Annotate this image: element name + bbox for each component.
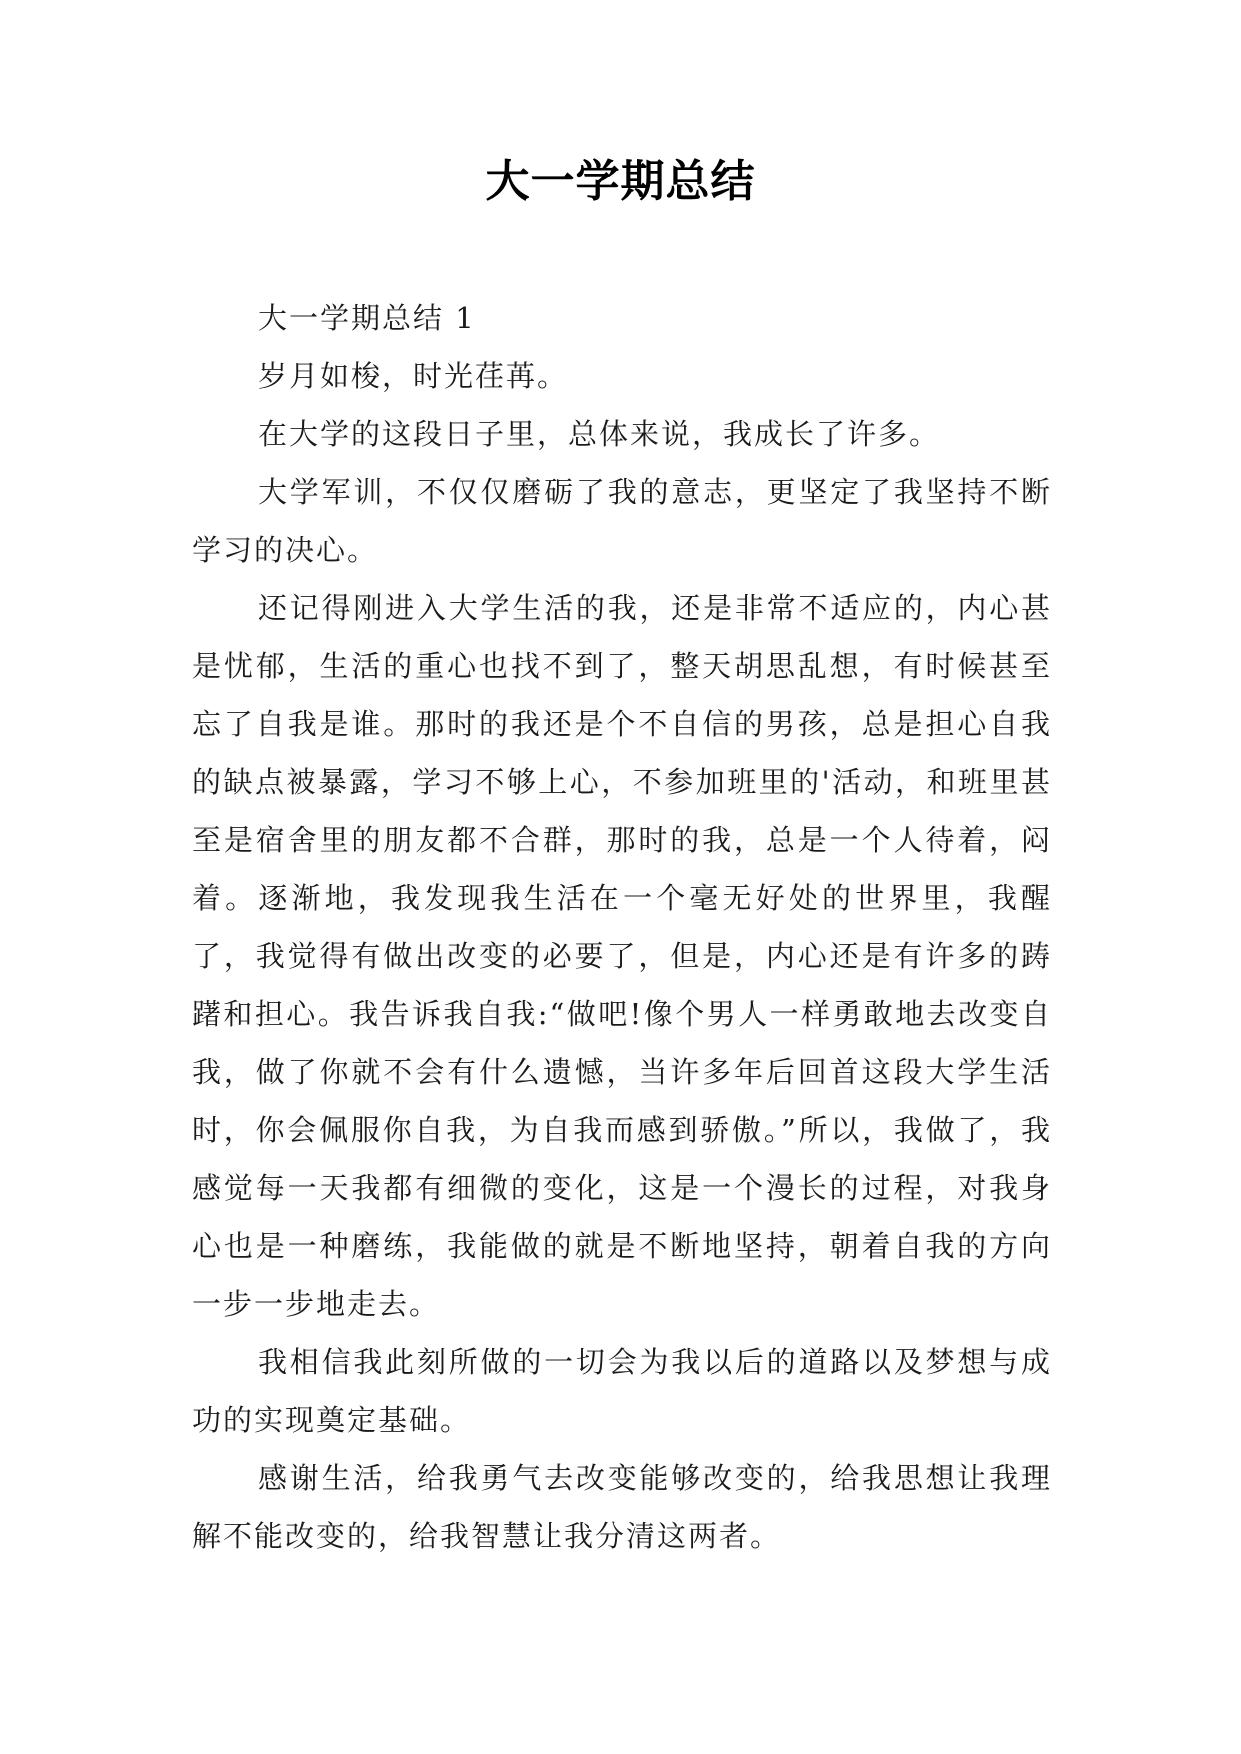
document-body [192, 289, 1052, 1565]
paragraph: 大学军训，不仅仅磨砺了我的意志，更坚定了我坚持不断学习的决心。 [192, 475, 1052, 567]
section-heading: 大一学期总结 1 [258, 301, 476, 335]
paragraph: 感谢生活，给我勇气去改变能够改变的，给我思想让我理解不能改变的，给我智慧让我分清这两者。 [192, 1461, 1052, 1553]
paragraph: 我相信我此刻所做的一切会为我以后的道路以及梦想与成功的实现奠定基础。 [192, 1345, 1052, 1437]
paragraph: 还记得刚进入大学生活的我，还是非常不适应的，内心甚是忧郁，生活的重心也找不到了，整天胡思乱想，有时候甚至忘了自我是谁。那时的我还是个不自信的男孩，总是担心自我的缺点被暴露，学习不够上心，不参加班里的'活动，和班里甚至是宿舍里的朋友都不合群，那时的我，总是一个人待着，闷着。逐渐地，我发现我生活在一个毫无好处的世界里，我醒了，我觉得有做出改变的必要了，但是，内心还是有许多的踌躇和担心。我告诉我自我:“做吧!像个男人一样勇敢地去改变自我，做了你就不会有什么遗憾，当许多年后回首这段大学生活时，你会佩服你自我，为自我而感到骄傲。”所以，我做了，我感觉每一天我都有细微的变化，这是一个漫长的过程，对我身心也是一种磨练，我能做的就是不断地坚持，朝着自我的方向一步一步地走去。 [192, 591, 1052, 1321]
paragraph: 岁月如梭，时光荏苒。 [258, 359, 569, 393]
document-title: 大一学期总结 [485, 156, 756, 207]
paragraph: 在大学的这段日子里，总体来说，我成长了许多。 [258, 417, 941, 451]
